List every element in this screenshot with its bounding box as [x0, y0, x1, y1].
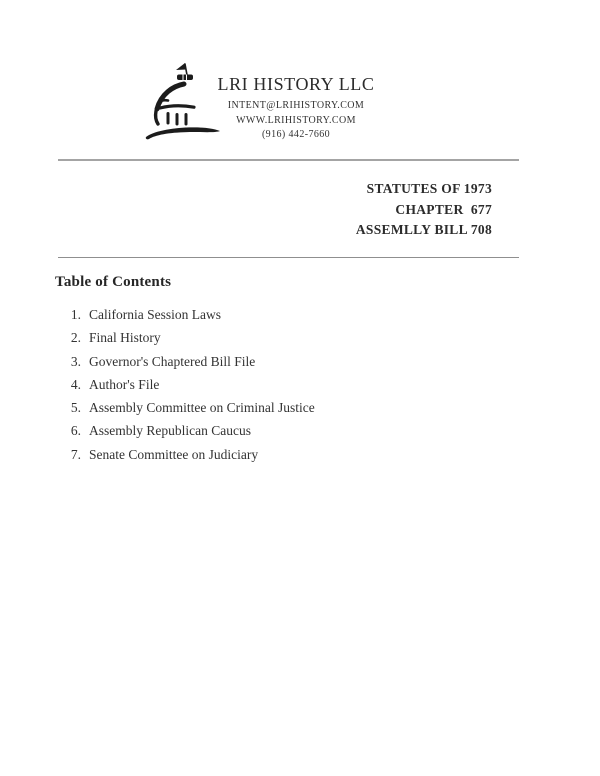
- toc-item-number: 3.: [70, 353, 81, 369]
- letterhead: [146, 74, 446, 143]
- reference-block: [356, 179, 492, 241]
- toc-item-label: Governor's Chaptered Bill File: [89, 353, 256, 369]
- toc-item-label: Senate Committee on Judiciary: [89, 446, 259, 462]
- contact-info: [146, 99, 446, 143]
- toc-item-number: 4.: [70, 376, 81, 392]
- company-name: LRI HISTORY LLC: [217, 74, 375, 94]
- toc-item-number: 1.: [70, 307, 81, 322]
- divider-middle: [58, 257, 519, 258]
- toc-title: Table of Contents: [55, 274, 172, 290]
- statutes-line: STATUTES OF 1973: [366, 181, 492, 196]
- toc-item-number: 6.: [70, 423, 81, 439]
- toc-item-label: California Session Laws: [89, 307, 221, 322]
- toc-item: [66, 399, 506, 422]
- toc-item: [66, 376, 506, 399]
- contact-website: WWW.LRIHISTORY.COM: [236, 114, 356, 126]
- toc-item: [66, 422, 506, 445]
- contact-email: INTENT@LRIHISTORY.COM: [227, 100, 365, 111]
- toc-item: [66, 329, 506, 352]
- divider-top: [58, 159, 519, 161]
- toc-item: [66, 306, 506, 329]
- toc-item-number: 5.: [70, 400, 81, 416]
- toc-item-label: Assembly Republican Caucus: [89, 423, 251, 439]
- contact-phone: (916) 442-7660: [261, 129, 331, 140]
- toc-item-label: Final History: [89, 330, 161, 346]
- toc-list: [66, 306, 506, 469]
- toc-item-number: 7.: [70, 446, 81, 462]
- chapter-line: CHAPTER 677: [395, 201, 492, 217]
- toc-item-label: Author's File: [89, 376, 160, 392]
- toc-item-label: Assembly Committee on Criminal Justice: [89, 400, 315, 416]
- toc-item-number: 2.: [70, 330, 81, 346]
- bill-line: ASSEMLLY BILL 708: [355, 222, 492, 237]
- toc-item: [66, 353, 506, 376]
- toc-item: [66, 446, 506, 469]
